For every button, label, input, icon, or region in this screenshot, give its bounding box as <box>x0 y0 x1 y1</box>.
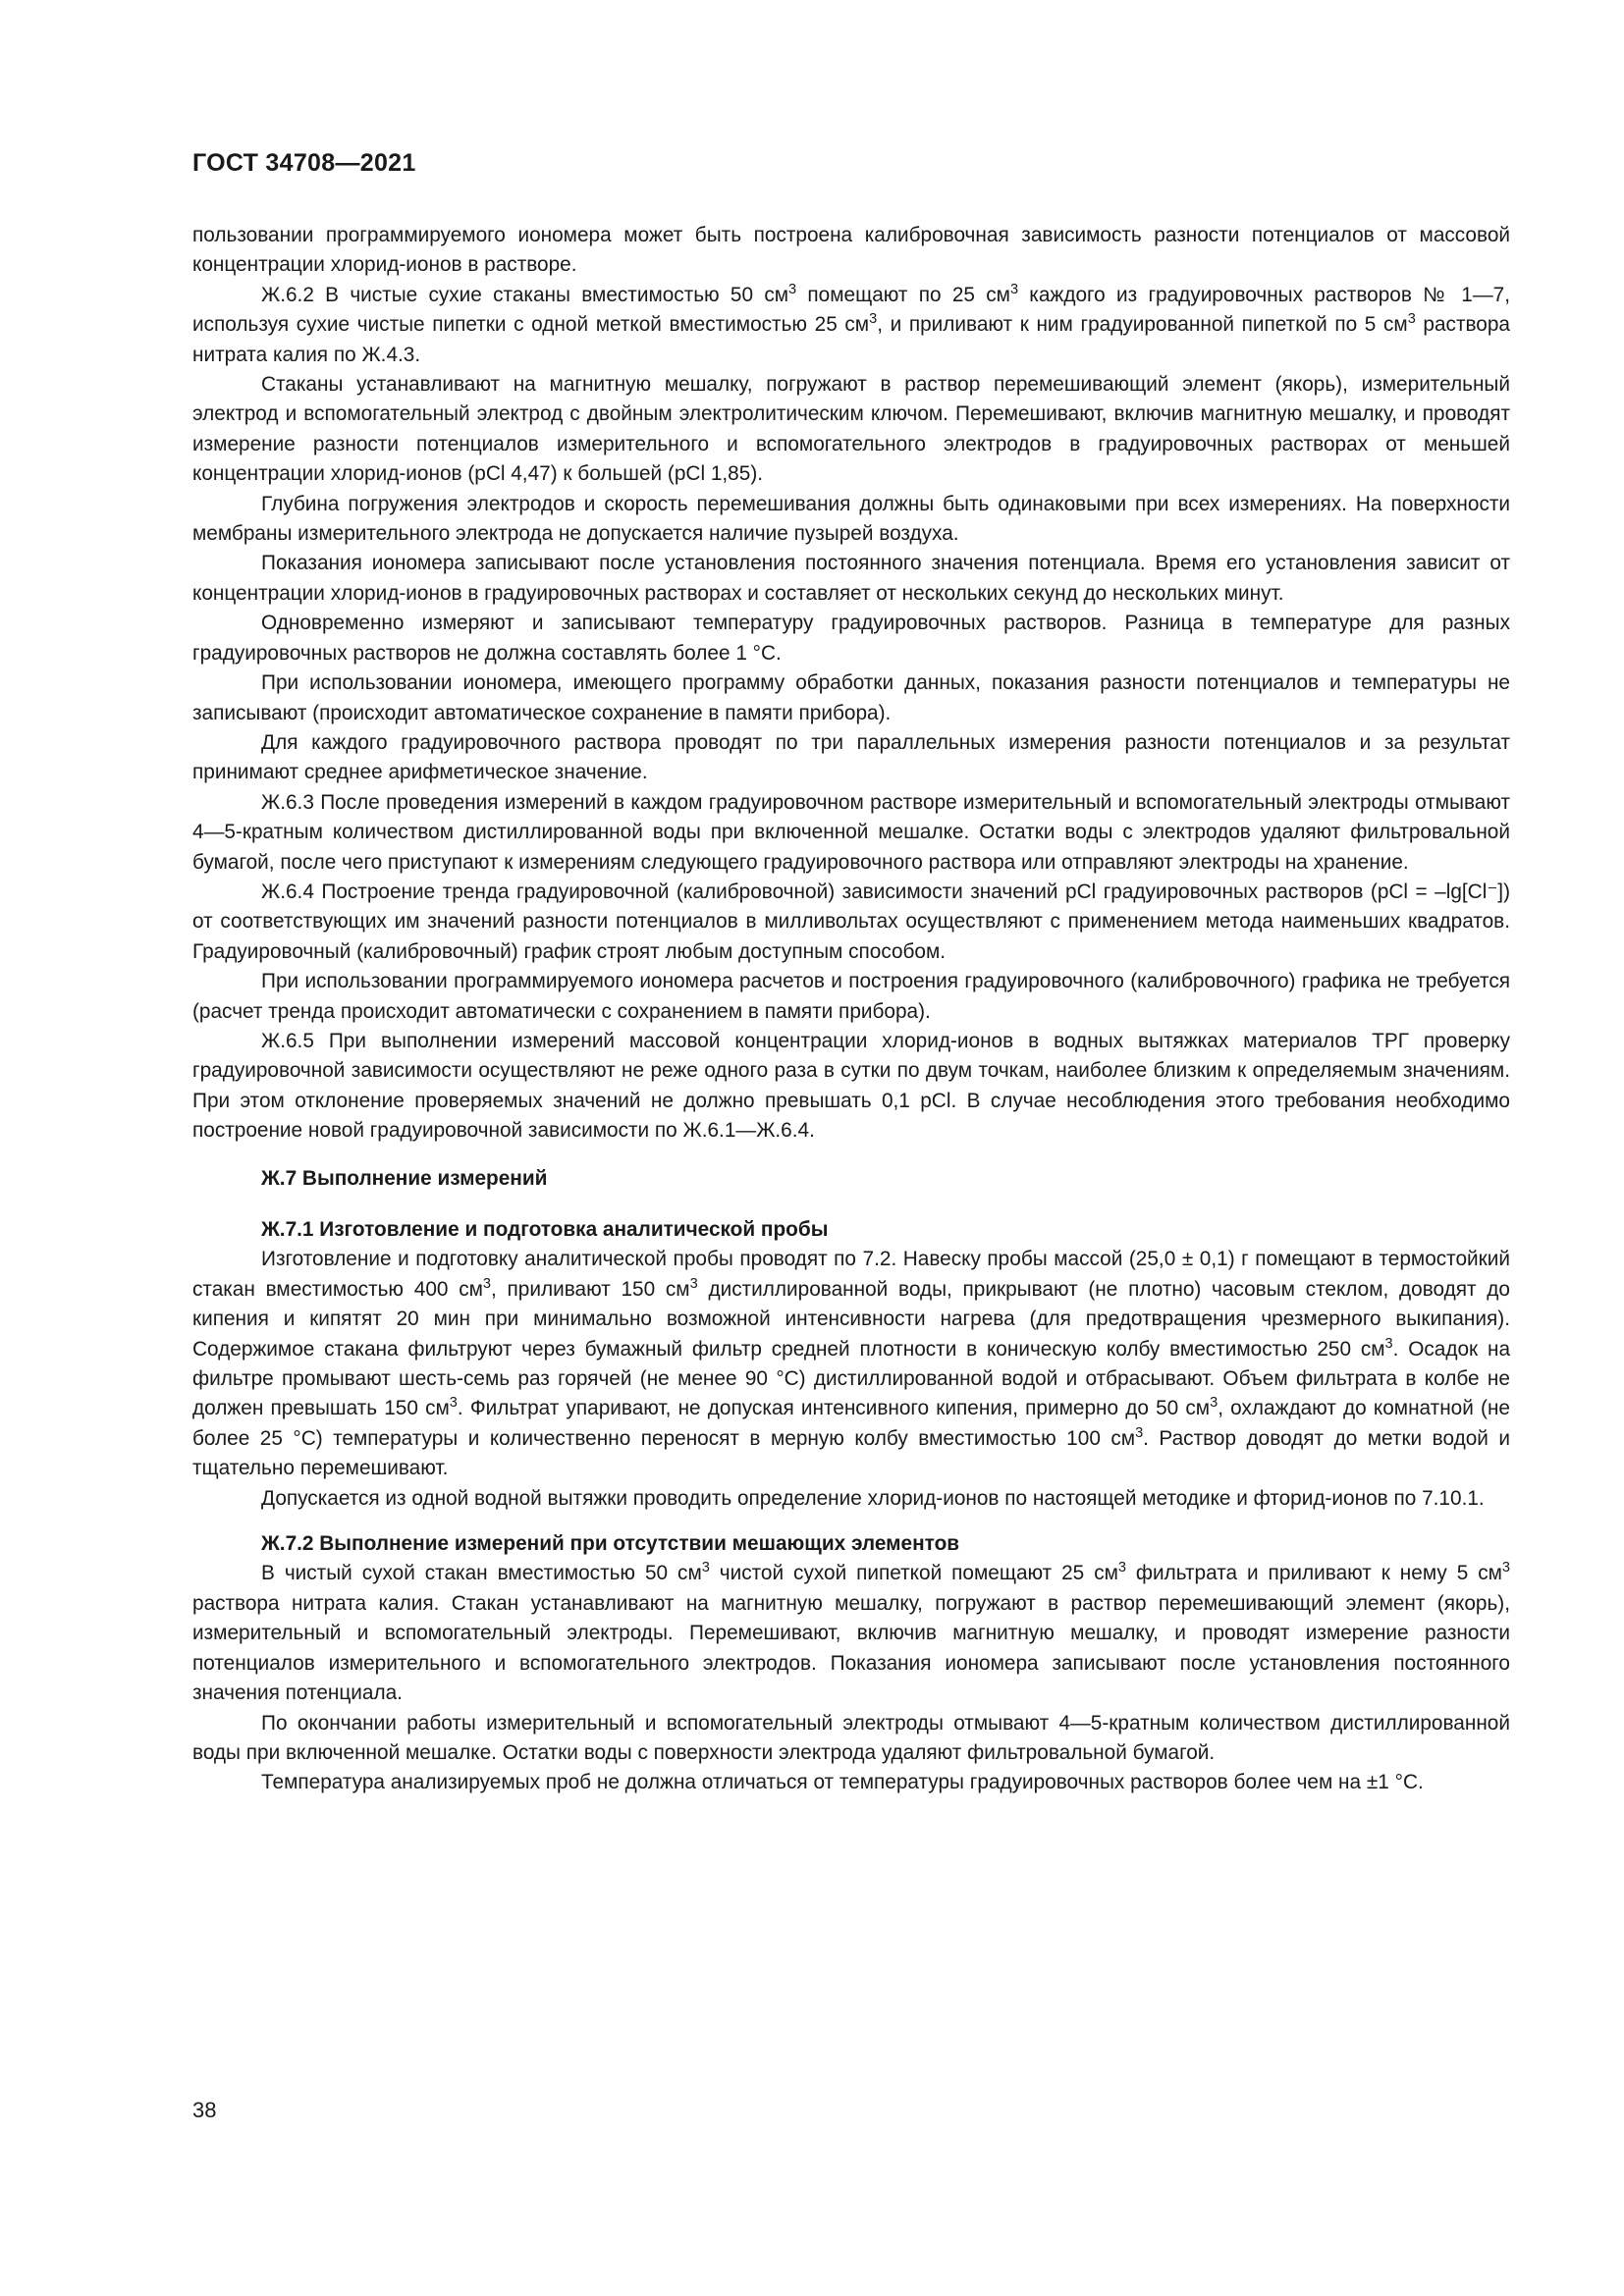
page-number: 38 <box>192 2098 217 2122</box>
superscript: 3 <box>689 1275 698 1292</box>
paragraph-continuation: пользовании программируемого иономера может быть построена калибровочная зависимость разности потенциалов от массовой концентрации хлорид-ионов в растворе. <box>192 224 1510 277</box>
superscript: 3 <box>1384 1335 1393 1352</box>
paragraph: При использовании программируемого иономера расчетов и построения градуировочного (калибровочного) графика не требуется (расчет тренда происходит автоматически с сохранением в памяти прибора). <box>192 970 1510 1023</box>
paragraph: По окончании работы измерительный и вспомогательный электроды отмывают 4—5-кратным количеством дистиллированной воды при включенной мешалке. Остатки воды с поверхности электрода удаляют фильтровальной бумагой. <box>192 1711 1510 1764</box>
superscript: 3 <box>449 1395 458 1412</box>
text-run: чистой сухой пипеткой помещают 25 см <box>709 1562 1118 1585</box>
section-heading-zh-7-2: Ж.7.2 Выполнение измерений при отсутствии мешающих элементов <box>261 1532 960 1556</box>
text-run: . Осадок на фильтре промывают шесть-семь раз горячей (не менее 90 °С) дистиллированной водой и отбрасывают. Объем фильтрата в колбе не должен превышать 150 см <box>192 1337 1511 1420</box>
superscript: 3 <box>788 281 797 297</box>
text-run: , и приливают к ним градуированной пипеткой по 5 см <box>877 313 1408 337</box>
document-body <box>192 221 1510 1798</box>
paragraph-zh-6-3: Ж.6.3 После проведения измерений в каждом градуировочном растворе измерительный и вспомогательный электроды отмывают 4—5-кратным количеством дистиллированной воды при включенной мешалке. Остатки воды с электродов удаляют фильтровальной бумагой, после чего приступают к измерениям следующего градуировочного раствора или отправляют электроды на хранение. <box>192 790 1510 874</box>
paragraph: Одновременно измеряют и записывают температуру градуировочных растворов. Разница в температуре для разных градуировочных растворов не должна составлять более 1 °С. <box>192 612 1510 665</box>
superscript: 3 <box>869 311 878 328</box>
superscript: 3 <box>701 1560 710 1576</box>
superscript: 3 <box>1210 1395 1218 1412</box>
superscript: 3 <box>1501 1560 1511 1576</box>
paragraph: При использовании иономера, имеющего программу обработки данных, показания разности потенциалов и температуры не записывают (происходит автоматическое сохранение в памяти прибора). <box>192 671 1510 724</box>
paragraph-zh-6-5: Ж.6.5 При выполнении измерений массовой концентрации хлорид-ионов в водных вытяжках материалов ТРГ проверку градуировочной зависимости осуществляют не реже одного раза в сутки по двум точкам, наиболее близким к определяемым значениям. При этом отклонение проверяемых значений не должно превышать 0,1 pCl. В случае несоблюдения этого требования необходимо построение новой градуировочной зависимости по Ж.6.1—Ж.6.4. <box>192 1029 1510 1143</box>
paragraph: Показания иономера записывают после установления постоянного значения потенциала. Время его установления зависит от концентрации хлорид-ионов в градуировочных растворах и составляет от нескольких секунд до нескольких минут. <box>192 552 1510 605</box>
paragraph-zh-6-2 <box>192 281 1510 370</box>
paragraph: Для каждого градуировочного раствора проводят по три параллельных измерения разности потенциалов и за результат принимают среднее арифметическое значение. <box>192 730 1510 784</box>
paragraph-sample-prep <box>192 1245 1510 1483</box>
section-heading-zh-7: Ж.7 Выполнение измерений <box>261 1166 548 1190</box>
paragraph-measurement <box>192 1559 1510 1708</box>
section-heading-zh-7-1: Ж.7.1 Изготовление и подготовка аналитической пробы <box>261 1218 829 1241</box>
superscript: 3 <box>1009 281 1019 297</box>
text-run: , приливают 150 см <box>491 1277 690 1301</box>
text-run: , охлаждают до комнатной (не более 25 °С) температуры и количественно переносят в мерную колбу вместимостью 100 см <box>192 1397 1510 1450</box>
paragraph: Допускается из одной водной вытяжки проводить определение хлорид-ионов по настоящей методике и фторид-ионов по 7.10.1. <box>261 1486 1485 1510</box>
text-run: помещают по 25 см <box>796 283 1010 306</box>
text-run: . Фильтрат упаривают, не допуская интенсивного кипения, примерно до 50 см <box>457 1397 1211 1420</box>
text-run: В чистый сухой стакан вместимостью 50 см <box>261 1562 702 1585</box>
standard-header: ГОСТ 34708—2021 <box>192 149 416 177</box>
superscript: 3 <box>482 1275 491 1292</box>
text-run: фильтрата и приливают к нему 5 см <box>1125 1562 1502 1585</box>
paragraph: Глубина погружения электродов и скорость перемешивания должны быть одинаковыми при всех измерениях. На поверхности мембраны измерительного электрода не допускается наличие пузырей воздуха. <box>192 492 1510 546</box>
text-run: раствора нитрата калия по Ж.4.3. <box>192 313 1510 366</box>
superscript: 3 <box>1407 311 1416 328</box>
superscript: 3 <box>1135 1424 1144 1441</box>
paragraph: Стаканы устанавливают на магнитную мешалку, погружают в раствор перемешивающий элемент (якорь), измерительный электрод и вспомогательный электрод с двойным электролитическим ключом. Перемешивают, включив магнитную мешалку, и проводят измерение разности потенциалов измерительного и вспомогательного электродов в градуировочных растворах от меньшей концентрации хлорид-ионов (pCl 4,47) к большей (pCl 1,85). <box>192 373 1510 486</box>
text-run: . Раствор доводят до метки водой и тщательно перемешивают. <box>192 1426 1510 1480</box>
text-run: Изготовление и подготовку аналитической пробы проводят по 7.2. Навеску пробы массой (25,0 ± 0,1) г помещают в термостойкий стакан вместимостью 400 см <box>192 1248 1510 1301</box>
text-run: Ж.6.2 В чистые сухие стаканы вместимостью 50 см <box>261 283 789 306</box>
text-run: дистиллированной воды, прикрывают (не плотно) часовым стеклом, доводят до кипения и кипятят 20 мин при минимально возможной интенсивности нагрева (для предотвращения чрезмерного выкипания). Содержимое стакана фильтруют через бумажный фильтр средней плотности в коническую колбу вместимостью 250 см <box>192 1277 1510 1361</box>
text-run: каждого из градуировочных растворов № 1—7, используя сухие чистые пипетки с одной меткой вместимостью 25 см <box>192 283 1510 337</box>
paragraph: Температура анализируемых проб не должна отличаться от температуры градуировочных растворов более чем на ±1 °С. <box>261 1771 1424 1794</box>
superscript: 3 <box>1117 1560 1126 1576</box>
text-run: раствора нитрата калия. Стакан устанавливают на магнитную мешалку, погружают в раствор перемешивающий элемент (якорь), измерительный и вспомогательный электроды. Перемешивают, включив магнитную мешалку, и проводят измерение разности потенциалов измерительного и вспомогательного электродов. Показания иономера записывают после установления постоянного значения потенциала. <box>192 1591 1510 1705</box>
paragraph-zh-6-4: Ж.6.4 Построение тренда градуировочной (калибровочной) зависимости значений pCl градуировочных растворов (pCl = –lg[Cl⁻]) от соответствующих им значений разности потенциалов в милливольтах осуществляют с применением метода наименьших квадратов. Градуировочный (калибровочный) график строят любым доступным способом. <box>192 880 1510 963</box>
